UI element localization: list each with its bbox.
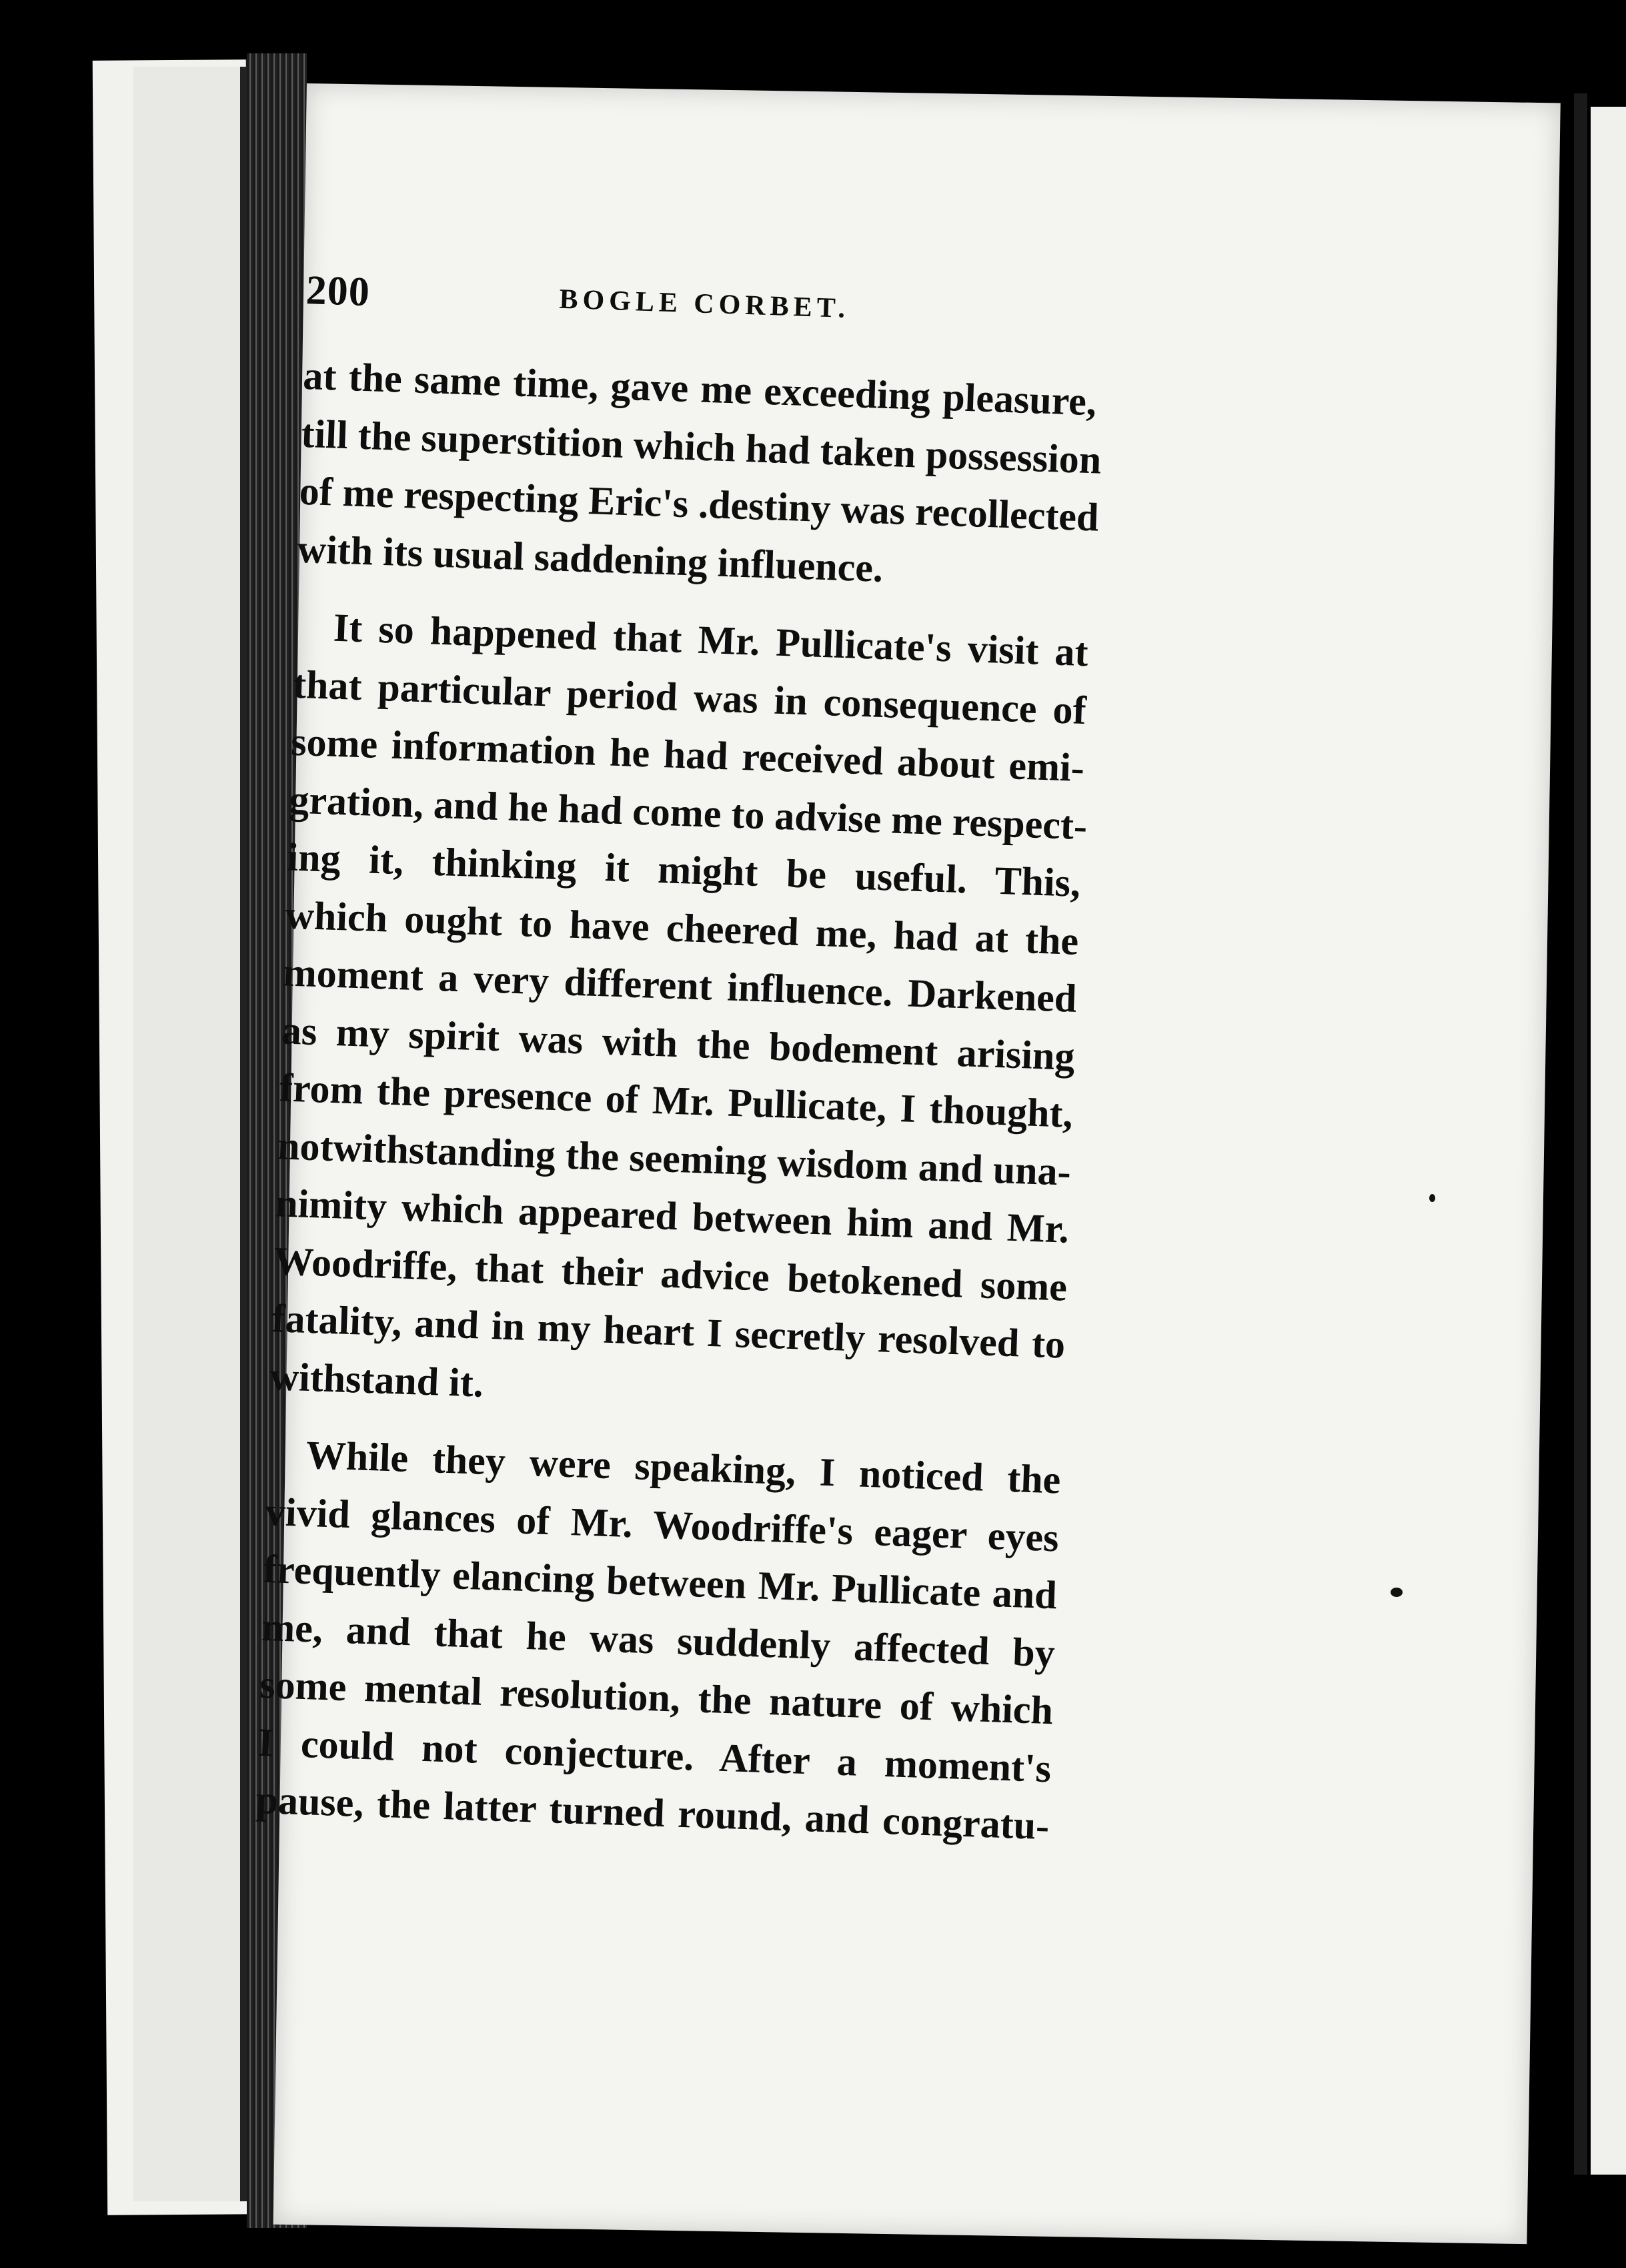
facing-page-edge bbox=[1591, 107, 1626, 2175]
text-line: of me respecting Eric's .destiny was recollected bbox=[298, 468, 1100, 540]
paragraph bbox=[269, 598, 1402, 1442]
text-line: While they were speaking, I noticed the bbox=[305, 1432, 1062, 1502]
book-inner-edge bbox=[133, 67, 247, 2201]
page-number: 200 bbox=[305, 267, 371, 316]
text-line: I could not conjecture. After a moment's bbox=[257, 1720, 1052, 1790]
page-text bbox=[255, 267, 1413, 1865]
text-line: that particular period was in consequence of bbox=[292, 662, 1087, 732]
text-line: moment a very different influence. Darkened bbox=[282, 950, 1078, 1021]
text-line: as my spirit was with the bodement arising bbox=[280, 1007, 1076, 1079]
text-line: some information he had received about emi- bbox=[290, 719, 1085, 790]
text-line: ing it, thinking it might be useful. This, bbox=[286, 834, 1082, 905]
paragraph bbox=[255, 1425, 1375, 1865]
running-head: BOGLE CORBET. bbox=[558, 284, 850, 325]
text-line: some mental resolution, the nature of which bbox=[259, 1662, 1054, 1733]
paragraph bbox=[297, 347, 1411, 614]
text-line: fatality, and in my heart I secretly resolved to bbox=[271, 1296, 1066, 1367]
text-line: vivid glances of Mr. Woodriffe's eager eyes bbox=[265, 1489, 1060, 1560]
text-line: withstand it. bbox=[269, 1353, 484, 1405]
text-line: from the presence of Mr. Pullicate, I thought, bbox=[279, 1065, 1074, 1136]
ink-speck bbox=[1429, 1194, 1435, 1202]
text-line: with its usual saddening influence. bbox=[296, 526, 884, 590]
text-line: gration, and he had come to advise me respect- bbox=[288, 777, 1088, 848]
text-line: till the superstition which had taken possession bbox=[300, 411, 1102, 482]
text-line: at the same time, gave me exceeding pleasure, bbox=[302, 353, 1098, 424]
text-line: which ought to have cheered me, had at the bbox=[284, 892, 1080, 963]
text-line: Woodriffe, that their advice betokened some bbox=[273, 1238, 1068, 1309]
gutter-shadow bbox=[1574, 93, 1587, 2175]
text-line: pause, the latter turned round, and congratu- bbox=[255, 1777, 1050, 1848]
text-line: notwithstanding the seeming wisdom and una- bbox=[277, 1123, 1072, 1194]
text-line: me, and that he was suddenly affected by bbox=[261, 1604, 1056, 1675]
text-line: frequently elancing between Mr. Pullicate and bbox=[263, 1546, 1058, 1618]
text-line: It so happened that Mr. Pullicate's visit at bbox=[333, 605, 1089, 675]
text-line: nimity which appeared between him and Mr. bbox=[275, 1181, 1070, 1251]
ink-speck bbox=[1391, 1588, 1403, 1597]
